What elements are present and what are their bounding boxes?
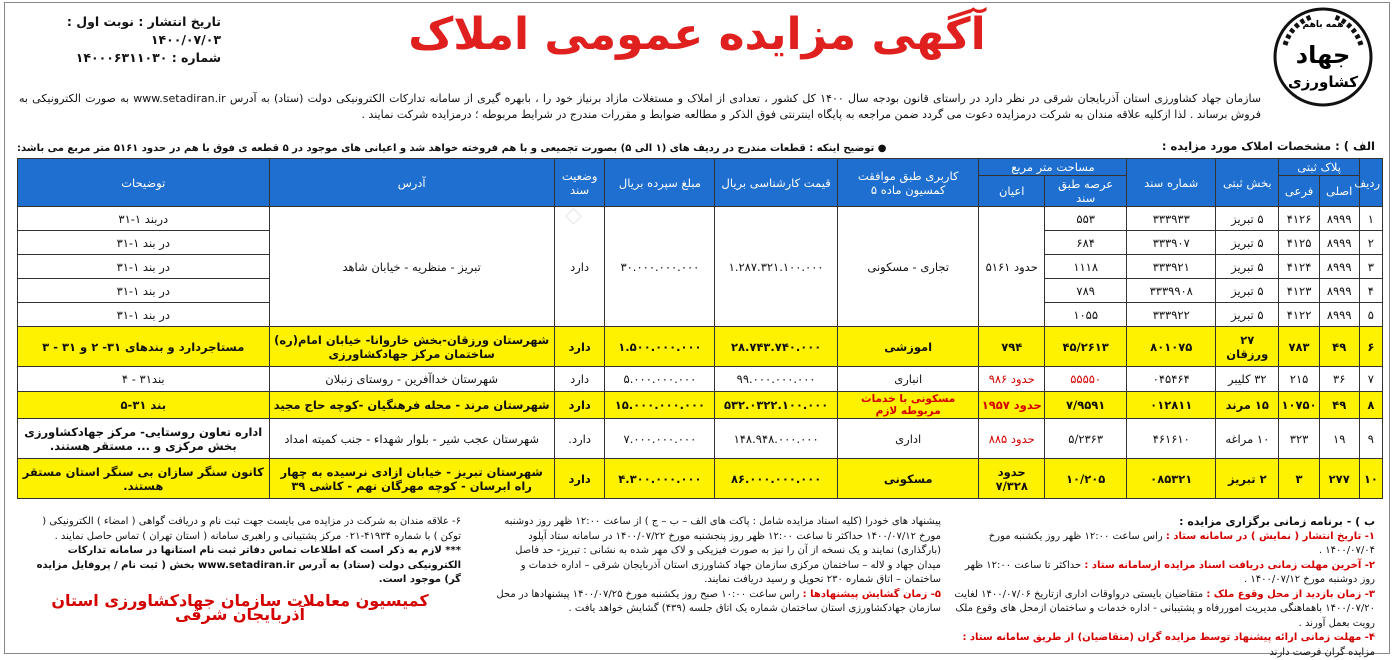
cell-no: ۱۰ <box>1359 459 1382 499</box>
logo-main-text: جهاد <box>1295 41 1351 69</box>
logo-top-text: همه باهم <box>1302 20 1344 30</box>
cell-address: شهرستان مرند - محله فرهنگیان -کوچه حاج مجید <box>269 392 554 419</box>
cell-district: ۱۰ مراغه <box>1216 419 1279 459</box>
cell-notes: مستاجردارد و بندهای ۳۱- ۲ و ۳۱ - ۳ <box>18 327 270 367</box>
header-notes: توضیحات <box>18 159 270 207</box>
cell-notes: دربند ۱-۳۱ <box>18 207 270 231</box>
cell-deposit: ۱۵.۰۰۰.۰۰۰.۰۰۰ <box>605 392 715 419</box>
cell-deposit-group: ۳۰.۰۰۰.۰۰۰.۰۰۰ <box>605 207 715 327</box>
cell-deed: ۳۳۳۹۹۰۸ <box>1127 279 1216 303</box>
cell-price: ۱۴۸.۹۴۸.۰۰۰.۰۰۰ <box>715 419 838 459</box>
cell-address: شهرستان خداآفرین - روستای زنبلان <box>269 367 554 392</box>
cell-deposit: ۷.۰۰۰.۰۰۰.۰۰۰ <box>605 419 715 459</box>
header-address: آدرس <box>269 159 554 207</box>
cell-no: ۷ <box>1359 367 1382 392</box>
cell-building: ۷۹۴ <box>979 327 1045 367</box>
cell-land: ۷/۹۵۹۱ <box>1044 392 1126 419</box>
cell-land: ۱۰۵۵ <box>1044 303 1126 327</box>
cell-main: ۸۹۹۹ <box>1319 303 1359 327</box>
cell-building-group: حدود ۵۱۶۱ <box>979 207 1045 327</box>
cell-sub: ۳ <box>1279 459 1319 499</box>
section-b-middle <box>496 515 941 617</box>
cell-deed: ۳۳۳۹۰۷ <box>1127 231 1216 255</box>
cell-sub: ۴۱۲۴ <box>1279 255 1319 279</box>
cell-building: حدود ۹۸۶ <box>979 367 1045 392</box>
page-title: آگهی مزایده عمومی املاک <box>408 9 986 60</box>
schedule-item-label: ۱- تاریخ انتشار ( نمایش ) در سامانه ستاد : <box>1165 530 1375 542</box>
cell-notes: اداره تعاون روستایی- مرکز جهادکشاورزی بخش مرکزی و ... مستقر هستند. <box>18 419 270 459</box>
cell-main: ۸۹۹۹ <box>1319 207 1359 231</box>
cell-deed: ۸۰۱۰۷۵ <box>1127 327 1216 367</box>
cell-status: دارد. <box>554 419 605 459</box>
cell-land: ۷۸۹ <box>1044 279 1126 303</box>
section-b-left <box>19 515 461 623</box>
cell-main: ۴۹ <box>1319 327 1359 367</box>
cell-main: ۸۹۹۹ <box>1319 255 1359 279</box>
header-sub: فرعی <box>1279 176 1319 207</box>
schedule-item-4 <box>950 631 1375 660</box>
cell-address-group: تبریز - منظریه - خیابان شاهد <box>269 207 554 327</box>
header-main: اصلی <box>1319 176 1359 207</box>
schedule-item-3 <box>950 588 1375 632</box>
table-row <box>18 392 1383 419</box>
cell-price: ۹۹.۰۰۰.۰۰۰.۰۰۰ <box>715 367 838 392</box>
cell-land: ۴۵/۲۶۱۳ <box>1044 327 1126 367</box>
cell-main: ۸۹۹۹ <box>1319 231 1359 255</box>
header-price: قیمت کارشناسی بریال <box>715 159 838 207</box>
commission-signature: کمیسیون معاملات سازمان جهادکشاورزی استان آذربایجان شرقی <box>51 590 429 624</box>
cell-status-group: دارد <box>554 207 605 327</box>
cell-no: ۹ <box>1359 419 1382 459</box>
intro-paragraph: سازمان جهاد کشاورزی استان آذربایجان شرقی در نظر دارد در راستای قانون بودجه سال ۱۴۰۰ کل کشور ، تعدادی از املاک و مستغلات مازاد برنیاز خود را ، بابهره گیری از سامانه تدارکات الکترونیکی دولت (ستاد) به آدرس www.setadiran.ir به صورت الکترونیکی به فروش برساند . لذا ازکلیه علاقه مندان به شرکت درمزایده دعوت می گردد ضمن مراجعه به پایگاه اینترنتی فوق الذکر و مطالعه ضوابط و مقررات مندرج در شرایط مربوطه ؛ درمزایده شرکت نمایند . <box>19 92 1262 121</box>
watermark-shape: ◇ <box>565 203 582 228</box>
schedule-item-text: متقاضیان بایستی درواوقات اداری ازتاریخ ۱۴۰۰/۰۷/۰۶ لغایت ۱۴۰۰/۰۷/۲۰ باهماهنگی مدیریت اموررفاه و پشتیبانی - اداره خدمات و ساختمان ازمحل های وقوع ملک رویت بعمل آورند . <box>954 588 1375 629</box>
cell-district: ۲ تبریز <box>1216 459 1279 499</box>
cell-notes: در بند ۱-۳۱ <box>18 231 270 255</box>
section-a-note: ● توضیح اینکه : قطعات مندرج در ردیف های (۱ الی ۵) بصورت تجمیعی و با هم فروخته خواهد شد و اعیانی های موجود در ۵ قطعه ی فوق با هم در حدود ۵۱۶۱ متر مربع می باشد: <box>17 143 887 154</box>
cell-land: ۵۵۵۵۰ <box>1044 367 1126 392</box>
cell-usage: مسکونی <box>837 459 979 499</box>
schedule-item-label: ۲- آخرین مهلت زمانی دریافت اسناد مزایده ازسامانه ستاد : <box>1084 559 1375 571</box>
cell-price-group: ۱.۲۸۷.۳۲۱.۱۰۰.۰۰۰ <box>715 207 838 327</box>
ad-number: شماره : ۱۴۰۰۰۶۳۱۱۰۳۰ <box>75 50 221 65</box>
schedule-item-6: ۶- علاقه مندان به شرکت در مزایده می بایست جهت ثبت نام و دریافت گواهی ( امضاء ) الکترونیکی ( توکن ) با شماره ۴۱۹۳۴-۰۲۱ مرکز پشتیبانی و راهبری سامانه ( استان تهران ) تماس حاصل نمایند . <box>42 516 461 542</box>
cell-deed: ۴۶۱۶۱۰ <box>1127 419 1216 459</box>
cell-main: ۱۹ <box>1319 419 1359 459</box>
schedule-item-2 <box>950 559 1375 588</box>
cell-usage: اداری <box>837 419 979 459</box>
table-row <box>18 327 1383 367</box>
cell-land: ۶۸۴ <box>1044 231 1126 255</box>
schedule-item-label: ۴- مهلت زمانی ارائه پیشنهاد توسط مزایده گران (متقاضیان) از طریق سامانه ستاد : <box>962 632 1375 643</box>
cell-usage: مسکونی با خدمات مربوطه لازم <box>837 392 979 419</box>
cell-district: ۵ تبریز <box>1216 303 1279 327</box>
cell-land: ۵/۲۳۶۳ <box>1044 419 1126 459</box>
schedule-item-text: راس ساعت ۱۰:۰۰ صبح روز یکشنبه مورخ ۱۴۰۰/۰۷/۲۵ پیشنهادها در محل سازمان جهادکشاورزی استان ساختمان شماره یک اتاق جلسه (۴۳۹) گشایش خواهد یافت . <box>496 588 941 614</box>
schedule-item-label: ۵- زمان گشایش پیشنهادها : <box>802 588 941 600</box>
advertisement-page <box>4 2 1390 658</box>
cell-notes: در بند ۱-۳۱ <box>18 303 270 327</box>
header-deed: شماره سند <box>1127 159 1216 207</box>
cell-no: ۵ <box>1359 303 1382 327</box>
cell-no: ۸ <box>1359 392 1382 419</box>
cell-sub: ۱۰۷۵۰ <box>1279 392 1319 419</box>
table-row <box>18 367 1383 392</box>
cell-district: ۱۵ مرند <box>1216 392 1279 419</box>
header-plate: پلاک ثبتی <box>1279 159 1359 176</box>
cell-district: ۵ تبریز <box>1216 207 1279 231</box>
cell-sub: ۴۱۲۲ <box>1279 303 1319 327</box>
cell-district: ۵ تبریز <box>1216 255 1279 279</box>
section-b-schedule <box>950 515 1375 660</box>
cell-land: ۵۵۳ <box>1044 207 1126 231</box>
cell-address: شهرستان تبریز - خیابان ازادی نرسیده به چهار راه ابرسان - کوچه مهرگان نهم - کاشی ۳۹ <box>269 459 554 499</box>
header-district: بخش ثبتی <box>1216 159 1279 207</box>
table-row <box>18 419 1383 459</box>
header-area: مساحت متر مربع <box>979 159 1127 176</box>
properties-table <box>17 158 1383 499</box>
cell-deposit: ۱.۵۰۰.۰۰۰.۰۰۰ <box>605 327 715 367</box>
header-row-no: ردیف <box>1359 159 1382 207</box>
cell-main: ۸۹۹۹ <box>1319 279 1359 303</box>
cell-deed: ۳۳۳۹۳۳ <box>1127 207 1216 231</box>
cell-district: ۵ تبریز <box>1216 231 1279 255</box>
cell-no: ۴ <box>1359 279 1382 303</box>
schedule-item-text: راس ساعت ۱۲:۰۰ ظهر روز یکشنبه مورخ ۱۴۰۰/۰۷/۰۴ . <box>988 530 1375 556</box>
cell-no: ۲ <box>1359 231 1382 255</box>
publication-date: تاریخ انتشار : نوبت اول : ۱۴۰۰/۰۷/۰۳ <box>66 14 221 47</box>
cell-no: ۱ <box>1359 207 1382 231</box>
schedule-item-text: حداکثر تا ساعت ۱۲:۰۰ ظهر روز دوشنبه مورخ ۱۴۰۰/۰۷/۱۲ . <box>964 559 1375 585</box>
cell-sub: ۷۸۳ <box>1279 327 1319 367</box>
cell-notes: کانون سنگر سازان بی سنگر استان مستقر هستند. <box>18 459 270 499</box>
cell-no: ۶ <box>1359 327 1382 367</box>
cell-sub: ۳۲۳ <box>1279 419 1319 459</box>
cell-deed: ۰۴۵۴۶۴ <box>1127 367 1216 392</box>
cell-usage: اموزشی <box>837 327 979 367</box>
contact-note: *** لازم به ذکر است که اطلاعات تماس دفاتر ثبت نام استانها در سامانه تدارکات الکترونیکی دولت (ستاد) به آدرس www.setadiran.ir بخش ( ثبت نام / پروفایل مزایده گر) موجود است. <box>36 545 461 585</box>
cell-deposit: ۵.۰۰۰.۰۰۰.۰۰۰ <box>605 367 715 392</box>
cell-sub: ۴۱۲۳ <box>1279 279 1319 303</box>
header-deposit: مبلغ سپرده بریال <box>605 159 715 207</box>
cell-usage-group: تجاری - مسکونی <box>837 207 979 327</box>
cell-district: ۵ تبریز <box>1216 279 1279 303</box>
cell-price: ۸۶.۰۰۰.۰۰۰.۰۰۰ <box>715 459 838 499</box>
cell-deed: ۳۳۳۹۲۲ <box>1127 303 1216 327</box>
cell-sub: ۴۱۲۵ <box>1279 231 1319 255</box>
cell-status: دارد <box>554 327 605 367</box>
cell-price: ۲۸.۷۴۳.۷۴۰.۰۰۰ <box>715 327 838 367</box>
cell-usage: انباری <box>837 367 979 392</box>
cell-status: دارد <box>554 459 605 499</box>
cell-notes: در بند ۱-۳۱ <box>18 255 270 279</box>
cell-sub: ۴۱۲۶ <box>1279 207 1319 231</box>
cell-notes: در بند ۱-۳۱ <box>18 279 270 303</box>
header-land: عرصه طبق سند <box>1044 176 1126 207</box>
table-row <box>18 459 1383 499</box>
header-usage: کاربری طبق موافقت کمسیون ماده ۵ <box>837 159 979 207</box>
cell-deed: ۰۸۵۳۲۱ <box>1127 459 1216 499</box>
header-status: وضعیت سند <box>554 159 605 207</box>
cell-deed: ۳۳۳۹۲۱ <box>1127 255 1216 279</box>
cell-status: دارد <box>554 392 605 419</box>
cell-sub: ۲۱۵ <box>1279 367 1319 392</box>
cell-notes: بند ۳۱-۵ <box>18 392 270 419</box>
header-building: اعیان <box>979 176 1045 207</box>
schedule-item-text: مزایده گران فرصت دارند <box>1269 646 1375 658</box>
cell-land: ۱۱۱۸ <box>1044 255 1126 279</box>
cell-main: ۲۷۷ <box>1319 459 1359 499</box>
schedule-item-1 <box>950 530 1375 559</box>
cell-no: ۳ <box>1359 255 1382 279</box>
cell-notes: بند۳۱ - ۴ <box>18 367 270 392</box>
submission-instructions: پیشنهاد های خودرا (کلیه اسناد مزایده شامل : پاکت های الف – ب – ج ) از ساعت ۱۲:۰۰ ظهر روز دوشنبه مورخ ۱۴۰۰/۰۷/۱۲ حداکثر تا ساعت ۱۲:۰۰ ظهر روز پنجشنبه مورخ ۱۴۰۰/۰۷/۲۲ در سامانه ستاد آپلود (بارگذاری) نمایند و یک نسخه از آن را نیز به صورت فیزیکی و لاک مهر شده به نشانی : تبریز- حد فاصل میدان جهاد و لاله – ساختمان مرکزی سازمان جهاد کشاورزی استان آذربایجان شرقی – اداره خدمات و ساختمان – اتاق شماره ۲۳۰ تحویل و رسید دریافت نمایند. <box>504 516 941 585</box>
table-row <box>18 207 1383 231</box>
cell-deposit: ۴.۳۰۰.۰۰۰.۰۰۰ <box>605 459 715 499</box>
schedule-item-5 <box>496 588 941 617</box>
cell-building: حدود ۷/۳۲۸ <box>979 459 1045 499</box>
jahad-logo-icon <box>1271 5 1375 109</box>
cell-price: ۵۳۲.۰۳۲۲.۱۰۰.۰۰۰ <box>715 392 838 419</box>
cell-land: ۱۰/۲۰۵ <box>1044 459 1126 499</box>
cell-main: ۴۹ <box>1319 392 1359 419</box>
cell-main: ۳۶ <box>1319 367 1359 392</box>
section-a-title: الف ) : مشخصات املاک مورد مزایده : <box>1161 139 1375 153</box>
cell-district: ۲۷ ورزقان <box>1216 327 1279 367</box>
cell-address: شهرستان ورزقان-بخش خاروانا- خیابان امام(ره) ساختمان مرکز جهادکشاورزی <box>269 327 554 367</box>
section-b-title: ب ) - برنامه زمانی برگزاری مزایده : <box>1179 515 1375 528</box>
cell-address: شهرستان عجب شیر - بلوار شهداء - جنب کمیته امداد <box>269 419 554 459</box>
logo-sub-text: کشاورزی <box>1288 73 1358 91</box>
cell-building: حدود ۱۹۵۷ <box>979 392 1045 419</box>
cell-district: ۳۲ کلیبر <box>1216 367 1279 392</box>
cell-deed: ۰۱۲۸۱۱ <box>1127 392 1216 419</box>
cell-building: حدود ۸۸۵ <box>979 419 1045 459</box>
schedule-item-label: ۳- زمان بازدید از محل وقوع ملک : <box>1206 588 1375 600</box>
publication-info <box>21 13 221 67</box>
cell-status: دارد <box>554 367 605 392</box>
